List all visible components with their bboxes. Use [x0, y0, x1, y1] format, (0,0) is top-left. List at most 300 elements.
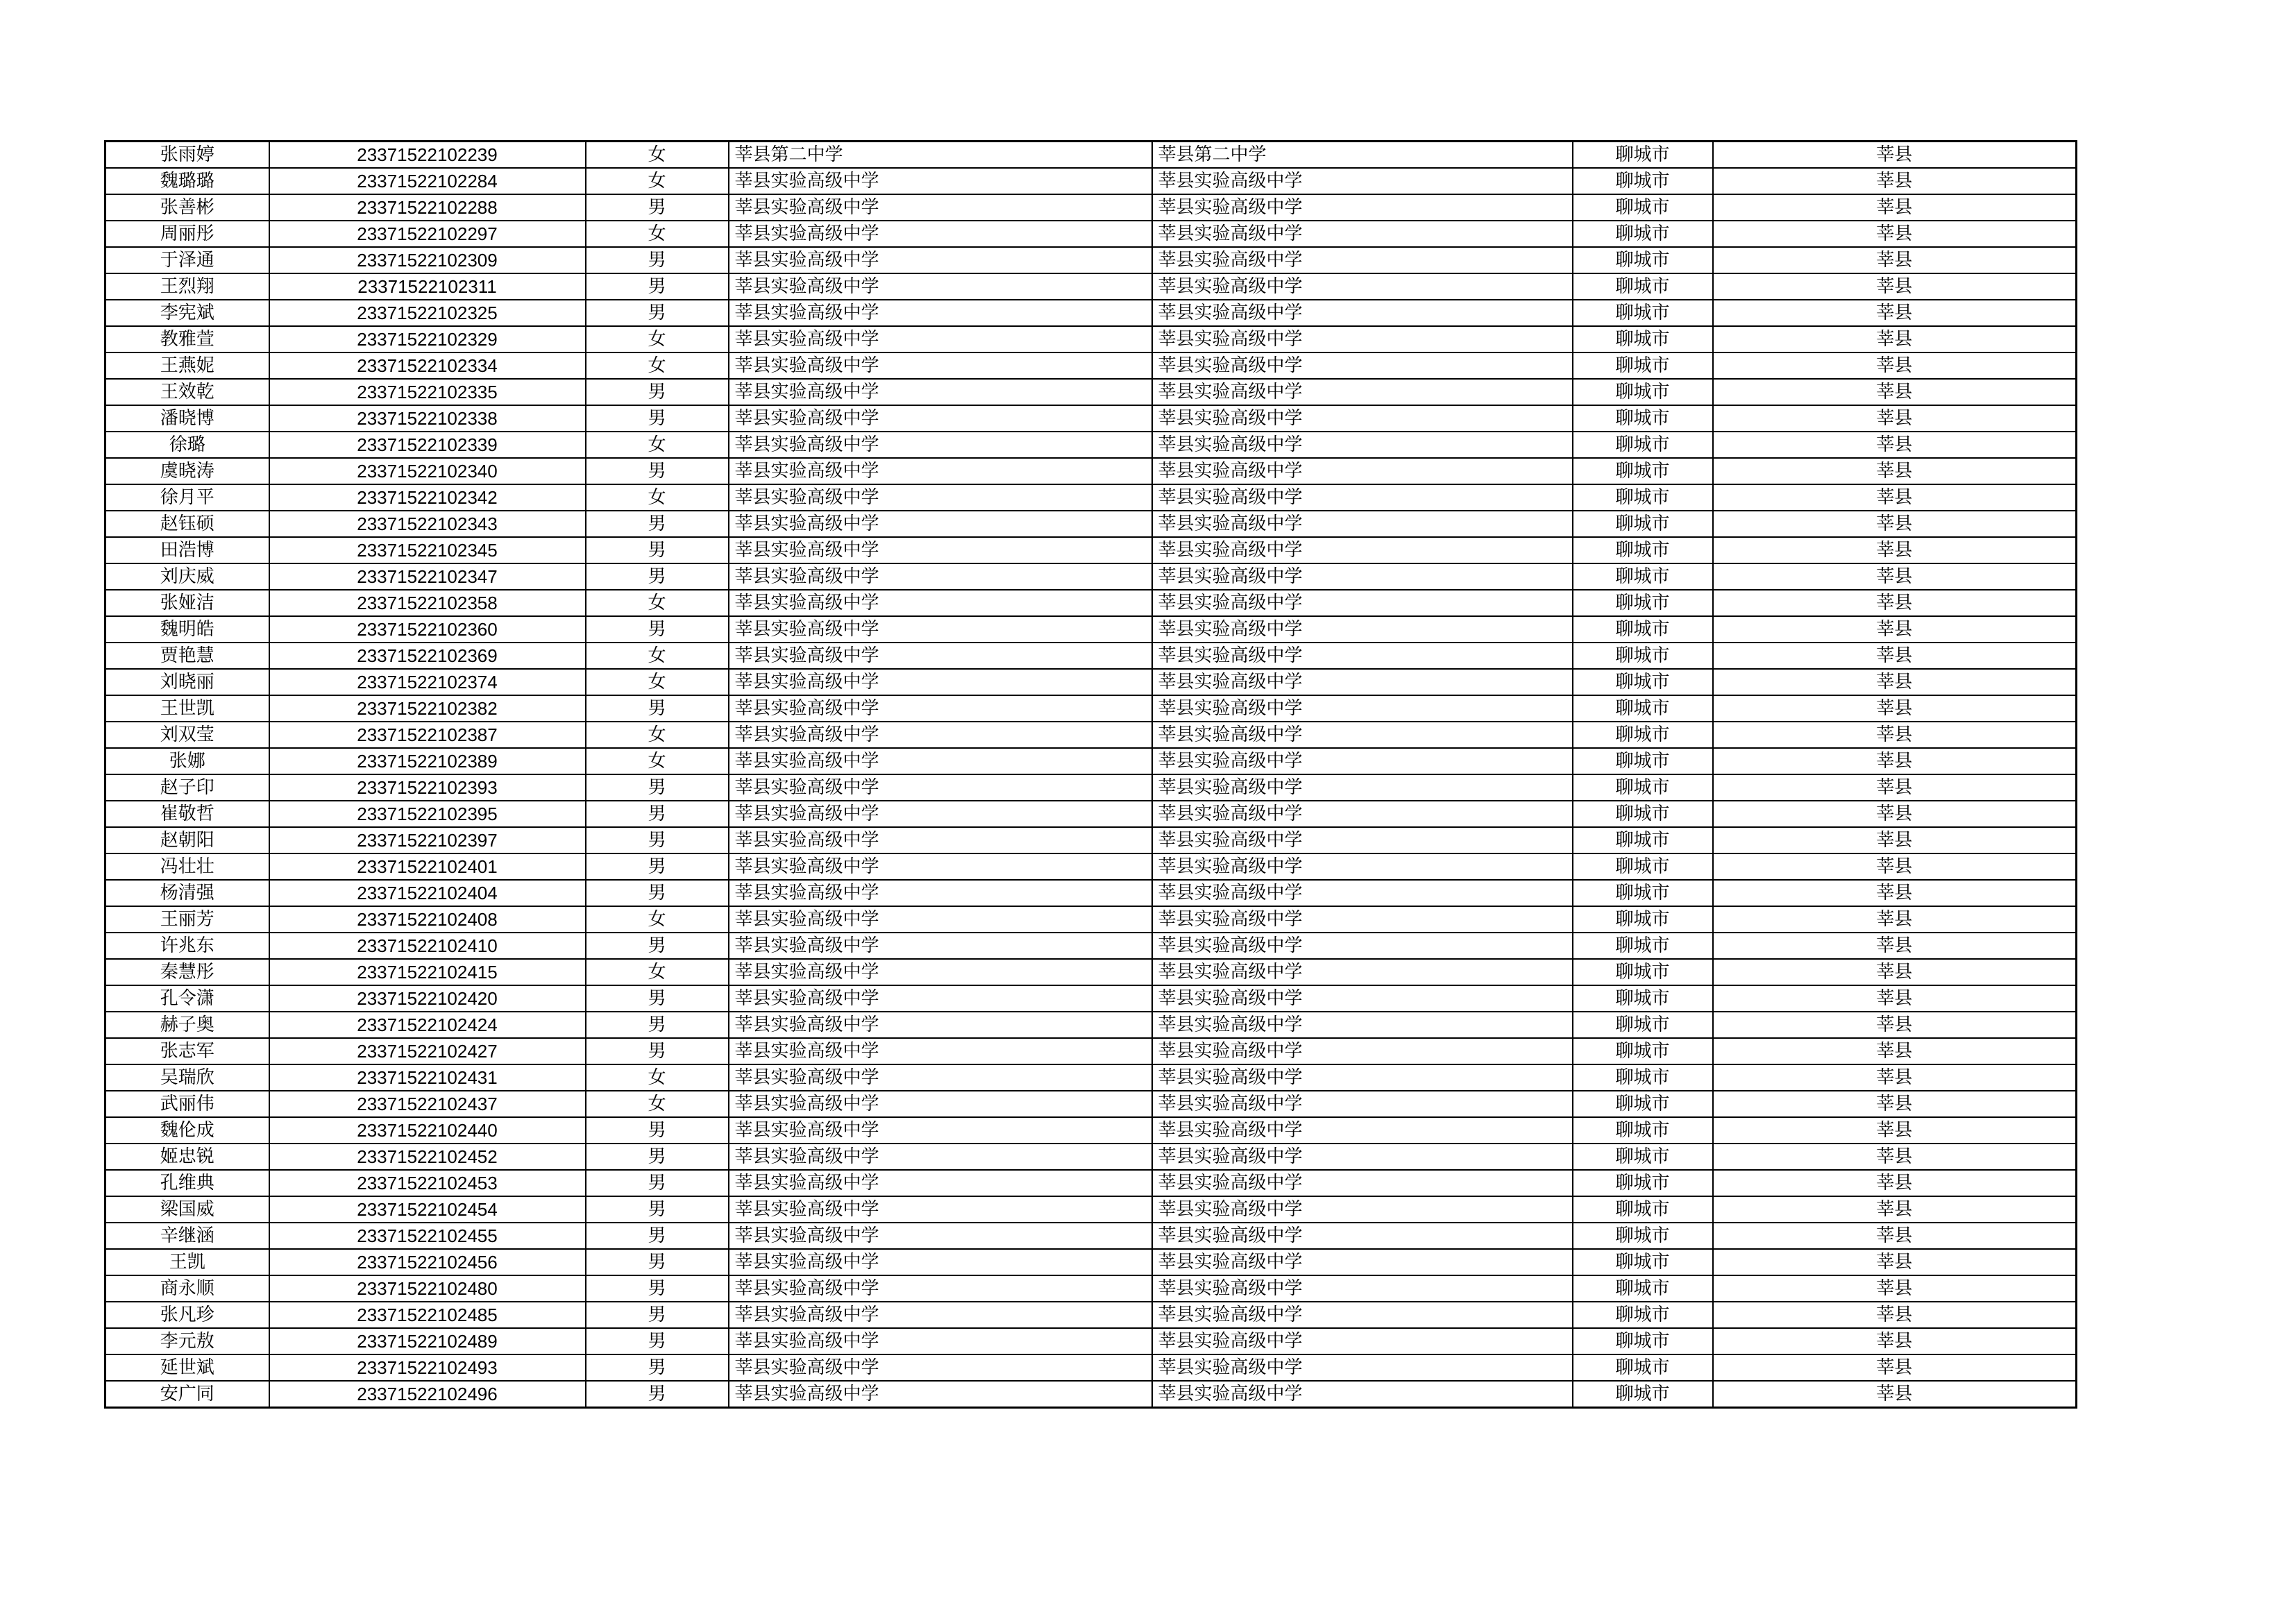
cell-name: 周丽彤 [105, 221, 269, 247]
cell-gender: 男 [586, 1249, 729, 1275]
cell-exam-number: 23371522102393 [269, 774, 586, 801]
cell-registration-unit: 莘县实验高级中学 [1152, 1328, 1573, 1354]
cell-county: 莘县 [1713, 1038, 2077, 1064]
table-row [105, 1064, 2077, 1091]
cell-exam-number: 23371522102496 [269, 1381, 586, 1408]
cell-city: 聊城市 [1573, 1144, 1713, 1170]
cell-name: 张善彬 [105, 194, 269, 221]
cell-gender: 男 [586, 405, 729, 432]
table-row [105, 247, 2077, 273]
cell-name: 魏伦成 [105, 1117, 269, 1144]
cell-exam-number: 23371522102284 [269, 168, 586, 194]
cell-registration-unit: 莘县实验高级中学 [1152, 774, 1573, 801]
cell-city: 聊城市 [1573, 827, 1713, 853]
cell-school: 莘县实验高级中学 [729, 300, 1152, 326]
cell-name: 武丽伟 [105, 1091, 269, 1117]
cell-exam-number: 23371522102410 [269, 933, 586, 959]
cell-name: 梁国威 [105, 1196, 269, 1223]
cell-county: 莘县 [1713, 853, 2077, 880]
cell-registration-unit: 莘县实验高级中学 [1152, 985, 1573, 1012]
cell-name: 许兆东 [105, 933, 269, 959]
cell-exam-number: 23371522102389 [269, 748, 586, 774]
cell-school: 莘县实验高级中学 [729, 511, 1152, 537]
cell-name: 王世凯 [105, 695, 269, 722]
cell-county: 莘县 [1713, 1223, 2077, 1249]
cell-registration-unit: 莘县实验高级中学 [1152, 616, 1573, 643]
cell-name: 延世斌 [105, 1354, 269, 1381]
cell-county: 莘县 [1713, 300, 2077, 326]
cell-school: 莘县实验高级中学 [729, 1117, 1152, 1144]
table-row [105, 194, 2077, 221]
cell-gender: 男 [586, 1302, 729, 1328]
cell-school: 莘县实验高级中学 [729, 1302, 1152, 1328]
cell-exam-number: 23371522102437 [269, 1091, 586, 1117]
table-row [105, 643, 2077, 669]
cell-name: 张娜 [105, 748, 269, 774]
cell-name: 张志军 [105, 1038, 269, 1064]
cell-registration-unit: 莘县实验高级中学 [1152, 563, 1573, 590]
cell-registration-unit: 莘县实验高级中学 [1152, 1038, 1573, 1064]
cell-name: 刘晓丽 [105, 669, 269, 695]
cell-registration-unit: 莘县实验高级中学 [1152, 168, 1573, 194]
table-row [105, 1038, 2077, 1064]
cell-registration-unit: 莘县实验高级中学 [1152, 590, 1573, 616]
cell-gender: 男 [586, 1381, 729, 1408]
cell-school: 莘县实验高级中学 [729, 563, 1152, 590]
cell-exam-number: 23371522102309 [269, 247, 586, 273]
cell-gender: 男 [586, 616, 729, 643]
table-row [105, 1354, 2077, 1381]
cell-gender: 男 [586, 1196, 729, 1223]
cell-registration-unit: 莘县实验高级中学 [1152, 1223, 1573, 1249]
cell-registration-unit: 莘县实验高级中学 [1152, 511, 1573, 537]
cell-name: 田浩博 [105, 537, 269, 563]
cell-county: 莘县 [1713, 563, 2077, 590]
cell-gender: 女 [586, 669, 729, 695]
table-row [105, 221, 2077, 247]
cell-gender: 男 [586, 247, 729, 273]
cell-school: 莘县实验高级中学 [729, 906, 1152, 933]
cell-registration-unit: 莘县实验高级中学 [1152, 959, 1573, 985]
cell-gender: 男 [586, 1038, 729, 1064]
cell-school: 莘县实验高级中学 [729, 537, 1152, 563]
table-row [105, 906, 2077, 933]
cell-name: 刘双莹 [105, 722, 269, 748]
cell-gender: 男 [586, 985, 729, 1012]
cell-city: 聊城市 [1573, 511, 1713, 537]
cell-school: 莘县实验高级中学 [729, 959, 1152, 985]
cell-gender: 女 [586, 142, 729, 169]
cell-school: 莘县实验高级中学 [729, 1328, 1152, 1354]
cell-city: 聊城市 [1573, 669, 1713, 695]
cell-county: 莘县 [1713, 484, 2077, 511]
student-table [104, 140, 2077, 1409]
cell-name: 安广同 [105, 1381, 269, 1408]
cell-school: 莘县实验高级中学 [729, 985, 1152, 1012]
cell-school: 莘县实验高级中学 [729, 643, 1152, 669]
cell-exam-number: 23371522102489 [269, 1328, 586, 1354]
table-row [105, 1223, 2077, 1249]
cell-registration-unit: 莘县实验高级中学 [1152, 221, 1573, 247]
cell-exam-number: 23371522102424 [269, 1012, 586, 1038]
cell-school: 莘县实验高级中学 [729, 853, 1152, 880]
cell-exam-number: 23371522102369 [269, 643, 586, 669]
table-body [105, 142, 2077, 1408]
cell-school: 莘县实验高级中学 [729, 379, 1152, 405]
cell-registration-unit: 莘县实验高级中学 [1152, 484, 1573, 511]
cell-school: 莘县实验高级中学 [729, 458, 1152, 484]
cell-school: 莘县实验高级中学 [729, 1275, 1152, 1302]
cell-name: 虞晓涛 [105, 458, 269, 484]
cell-name: 于泽通 [105, 247, 269, 273]
cell-city: 聊城市 [1573, 1354, 1713, 1381]
cell-gender: 男 [586, 194, 729, 221]
cell-city: 聊城市 [1573, 168, 1713, 194]
cell-registration-unit: 莘县实验高级中学 [1152, 643, 1573, 669]
cell-city: 聊城市 [1573, 484, 1713, 511]
cell-school: 莘县实验高级中学 [729, 221, 1152, 247]
cell-gender: 男 [586, 933, 729, 959]
table-row [105, 300, 2077, 326]
cell-exam-number: 23371522102408 [269, 906, 586, 933]
cell-county: 莘县 [1713, 1091, 2077, 1117]
cell-county: 莘县 [1713, 221, 2077, 247]
cell-exam-number: 23371522102329 [269, 326, 586, 352]
cell-county: 莘县 [1713, 1328, 2077, 1354]
cell-city: 聊城市 [1573, 1038, 1713, 1064]
cell-city: 聊城市 [1573, 247, 1713, 273]
cell-gender: 男 [586, 801, 729, 827]
cell-gender: 女 [586, 484, 729, 511]
cell-county: 莘县 [1713, 643, 2077, 669]
cell-name: 刘庆威 [105, 563, 269, 590]
table-row [105, 1381, 2077, 1408]
cell-city: 聊城市 [1573, 722, 1713, 748]
cell-name: 冯壮壮 [105, 853, 269, 880]
cell-county: 莘县 [1713, 590, 2077, 616]
cell-name: 教雅萱 [105, 326, 269, 352]
table-row [105, 1144, 2077, 1170]
cell-city: 聊城市 [1573, 590, 1713, 616]
cell-name: 赫子奥 [105, 1012, 269, 1038]
cell-city: 聊城市 [1573, 405, 1713, 432]
cell-registration-unit: 莘县实验高级中学 [1152, 326, 1573, 352]
cell-county: 莘县 [1713, 379, 2077, 405]
cell-name: 孔令潇 [105, 985, 269, 1012]
cell-school: 莘县实验高级中学 [729, 1196, 1152, 1223]
cell-exam-number: 23371522102374 [269, 669, 586, 695]
cell-name: 孔维典 [105, 1170, 269, 1196]
cell-name: 赵朝阳 [105, 827, 269, 853]
table-row [105, 1249, 2077, 1275]
cell-gender: 女 [586, 722, 729, 748]
table-row [105, 722, 2077, 748]
cell-exam-number: 23371522102454 [269, 1196, 586, 1223]
cell-registration-unit: 莘县实验高级中学 [1152, 1381, 1573, 1408]
table-row [105, 142, 2077, 169]
cell-school: 莘县实验高级中学 [729, 774, 1152, 801]
cell-county: 莘县 [1713, 273, 2077, 300]
table-row [105, 405, 2077, 432]
cell-gender: 男 [586, 563, 729, 590]
cell-name: 秦慧彤 [105, 959, 269, 985]
cell-registration-unit: 莘县实验高级中学 [1152, 853, 1573, 880]
cell-county: 莘县 [1713, 616, 2077, 643]
cell-county: 莘县 [1713, 933, 2077, 959]
cell-gender: 男 [586, 1328, 729, 1354]
cell-exam-number: 23371522102456 [269, 1249, 586, 1275]
cell-exam-number: 23371522102343 [269, 511, 586, 537]
cell-gender: 男 [586, 774, 729, 801]
cell-exam-number: 23371522102347 [269, 563, 586, 590]
cell-name: 魏璐璐 [105, 168, 269, 194]
cell-name: 徐月平 [105, 484, 269, 511]
cell-school: 莘县实验高级中学 [729, 933, 1152, 959]
table-row [105, 326, 2077, 352]
cell-exam-number: 23371522102440 [269, 1117, 586, 1144]
cell-gender: 男 [586, 1223, 729, 1249]
cell-school: 莘县实验高级中学 [729, 247, 1152, 273]
cell-gender: 男 [586, 1170, 729, 1196]
table-row [105, 1196, 2077, 1223]
cell-city: 聊城市 [1573, 1064, 1713, 1091]
cell-exam-number: 23371522102455 [269, 1223, 586, 1249]
cell-city: 聊城市 [1573, 1196, 1713, 1223]
cell-school: 莘县实验高级中学 [729, 1354, 1152, 1381]
cell-school: 莘县实验高级中学 [729, 748, 1152, 774]
cell-gender: 女 [586, 590, 729, 616]
cell-name: 姬忠锐 [105, 1144, 269, 1170]
table-row [105, 590, 2077, 616]
table-row [105, 432, 2077, 458]
cell-gender: 男 [586, 880, 729, 906]
cell-county: 莘县 [1713, 695, 2077, 722]
table-row [105, 616, 2077, 643]
table-row [105, 933, 2077, 959]
cell-city: 聊城市 [1573, 1012, 1713, 1038]
cell-exam-number: 23371522102427 [269, 1038, 586, 1064]
table-row [105, 379, 2077, 405]
cell-exam-number: 23371522102404 [269, 880, 586, 906]
cell-gender: 女 [586, 959, 729, 985]
cell-county: 莘县 [1713, 326, 2077, 352]
cell-county: 莘县 [1713, 142, 2077, 169]
cell-county: 莘县 [1713, 669, 2077, 695]
cell-registration-unit: 莘县实验高级中学 [1152, 458, 1573, 484]
cell-school: 莘县实验高级中学 [729, 168, 1152, 194]
cell-name: 赵钰硕 [105, 511, 269, 537]
cell-registration-unit: 莘县实验高级中学 [1152, 669, 1573, 695]
cell-school: 莘县实验高级中学 [729, 1144, 1152, 1170]
cell-county: 莘县 [1713, 1249, 2077, 1275]
cell-registration-unit: 莘县实验高级中学 [1152, 1249, 1573, 1275]
cell-name: 李宪斌 [105, 300, 269, 326]
cell-registration-unit: 莘县实验高级中学 [1152, 827, 1573, 853]
cell-city: 聊城市 [1573, 906, 1713, 933]
cell-school: 莘县实验高级中学 [729, 273, 1152, 300]
cell-exam-number: 23371522102360 [269, 616, 586, 643]
table-row [105, 458, 2077, 484]
cell-gender: 男 [586, 1117, 729, 1144]
table-row [105, 1012, 2077, 1038]
cell-exam-number: 23371522102340 [269, 458, 586, 484]
cell-city: 聊城市 [1573, 853, 1713, 880]
cell-exam-number: 23371522102339 [269, 432, 586, 458]
cell-county: 莘县 [1713, 1275, 2077, 1302]
cell-city: 聊城市 [1573, 432, 1713, 458]
cell-registration-unit: 莘县实验高级中学 [1152, 722, 1573, 748]
cell-registration-unit: 莘县实验高级中学 [1152, 247, 1573, 273]
table-row [105, 484, 2077, 511]
cell-exam-number: 23371522102452 [269, 1144, 586, 1170]
cell-school: 莘县实验高级中学 [729, 590, 1152, 616]
cell-registration-unit: 莘县实验高级中学 [1152, 748, 1573, 774]
cell-registration-unit: 莘县实验高级中学 [1152, 1117, 1573, 1144]
cell-gender: 女 [586, 432, 729, 458]
cell-county: 莘县 [1713, 722, 2077, 748]
table-row [105, 511, 2077, 537]
cell-exam-number: 23371522102485 [269, 1302, 586, 1328]
table-row [105, 168, 2077, 194]
cell-registration-unit: 莘县实验高级中学 [1152, 933, 1573, 959]
cell-registration-unit: 莘县实验高级中学 [1152, 880, 1573, 906]
cell-city: 聊城市 [1573, 1381, 1713, 1408]
cell-city: 聊城市 [1573, 563, 1713, 590]
cell-exam-number: 23371522102334 [269, 352, 586, 379]
cell-school: 莘县实验高级中学 [729, 1038, 1152, 1064]
cell-exam-number: 23371522102325 [269, 300, 586, 326]
cell-county: 莘县 [1713, 827, 2077, 853]
cell-county: 莘县 [1713, 801, 2077, 827]
cell-gender: 男 [586, 1144, 729, 1170]
cell-exam-number: 23371522102382 [269, 695, 586, 722]
cell-exam-number: 23371522102480 [269, 1275, 586, 1302]
cell-gender: 男 [586, 300, 729, 326]
table-row [105, 537, 2077, 563]
cell-registration-unit: 莘县实验高级中学 [1152, 1012, 1573, 1038]
cell-registration-unit: 莘县实验高级中学 [1152, 352, 1573, 379]
cell-city: 聊城市 [1573, 537, 1713, 563]
cell-exam-number: 23371522102493 [269, 1354, 586, 1381]
table-row [105, 1170, 2077, 1196]
cell-school: 莘县实验高级中学 [729, 1064, 1152, 1091]
table-row [105, 352, 2077, 379]
cell-name: 王丽芳 [105, 906, 269, 933]
cell-school: 莘县实验高级中学 [729, 405, 1152, 432]
cell-name: 张娅洁 [105, 590, 269, 616]
cell-school: 莘县实验高级中学 [729, 1012, 1152, 1038]
cell-county: 莘县 [1713, 247, 2077, 273]
cell-city: 聊城市 [1573, 1117, 1713, 1144]
cell-exam-number: 23371522102342 [269, 484, 586, 511]
cell-exam-number: 23371522102397 [269, 827, 586, 853]
cell-school: 莘县实验高级中学 [729, 722, 1152, 748]
cell-school: 莘县实验高级中学 [729, 827, 1152, 853]
cell-gender: 男 [586, 1012, 729, 1038]
cell-gender: 男 [586, 1275, 729, 1302]
cell-city: 聊城市 [1573, 1223, 1713, 1249]
document-page [104, 140, 2075, 1409]
cell-gender: 女 [586, 221, 729, 247]
cell-gender: 女 [586, 748, 729, 774]
cell-name: 赵子印 [105, 774, 269, 801]
cell-county: 莘县 [1713, 774, 2077, 801]
cell-gender: 男 [586, 827, 729, 853]
cell-city: 聊城市 [1573, 933, 1713, 959]
cell-exam-number: 23371522102358 [269, 590, 586, 616]
cell-exam-number: 23371522102338 [269, 405, 586, 432]
cell-school: 莘县实验高级中学 [729, 695, 1152, 722]
cell-exam-number: 23371522102345 [269, 537, 586, 563]
cell-gender: 女 [586, 643, 729, 669]
cell-school: 莘县实验高级中学 [729, 352, 1152, 379]
cell-county: 莘县 [1713, 1302, 2077, 1328]
cell-city: 聊城市 [1573, 352, 1713, 379]
cell-county: 莘县 [1713, 959, 2077, 985]
cell-county: 莘县 [1713, 168, 2077, 194]
cell-county: 莘县 [1713, 352, 2077, 379]
table-row [105, 748, 2077, 774]
cell-school: 莘县实验高级中学 [729, 1223, 1152, 1249]
cell-city: 聊城市 [1573, 142, 1713, 169]
cell-county: 莘县 [1713, 1381, 2077, 1408]
cell-city: 聊城市 [1573, 221, 1713, 247]
cell-county: 莘县 [1713, 1196, 2077, 1223]
cell-registration-unit: 莘县实验高级中学 [1152, 405, 1573, 432]
cell-county: 莘县 [1713, 1064, 2077, 1091]
cell-city: 聊城市 [1573, 1091, 1713, 1117]
cell-registration-unit: 莘县实验高级中学 [1152, 300, 1573, 326]
cell-city: 聊城市 [1573, 379, 1713, 405]
cell-city: 聊城市 [1573, 1170, 1713, 1196]
cell-name: 吴瑞欣 [105, 1064, 269, 1091]
cell-school: 莘县实验高级中学 [729, 1091, 1152, 1117]
cell-gender: 男 [586, 1354, 729, 1381]
cell-registration-unit: 莘县实验高级中学 [1152, 194, 1573, 221]
table-row [105, 1328, 2077, 1354]
cell-registration-unit: 莘县实验高级中学 [1152, 1064, 1573, 1091]
cell-gender: 男 [586, 695, 729, 722]
cell-school: 莘县实验高级中学 [729, 432, 1152, 458]
cell-gender: 女 [586, 1064, 729, 1091]
cell-exam-number: 23371522102311 [269, 273, 586, 300]
cell-exam-number: 23371522102431 [269, 1064, 586, 1091]
cell-registration-unit: 莘县实验高级中学 [1152, 1275, 1573, 1302]
cell-exam-number: 23371522102395 [269, 801, 586, 827]
table-row [105, 1117, 2077, 1144]
cell-name: 李元敖 [105, 1328, 269, 1354]
cell-name: 王燕妮 [105, 352, 269, 379]
cell-gender: 男 [586, 379, 729, 405]
cell-county: 莘县 [1713, 1144, 2077, 1170]
cell-county: 莘县 [1713, 906, 2077, 933]
cell-gender: 女 [586, 906, 729, 933]
cell-county: 莘县 [1713, 880, 2077, 906]
cell-city: 聊城市 [1573, 801, 1713, 827]
cell-city: 聊城市 [1573, 1302, 1713, 1328]
cell-county: 莘县 [1713, 537, 2077, 563]
cell-registration-unit: 莘县实验高级中学 [1152, 379, 1573, 405]
cell-exam-number: 23371522102401 [269, 853, 586, 880]
cell-school: 莘县实验高级中学 [729, 669, 1152, 695]
table-row [105, 827, 2077, 853]
cell-exam-number: 23371522102415 [269, 959, 586, 985]
cell-school: 莘县实验高级中学 [729, 801, 1152, 827]
table-row [105, 801, 2077, 827]
cell-name: 商永顺 [105, 1275, 269, 1302]
cell-city: 聊城市 [1573, 1249, 1713, 1275]
cell-city: 聊城市 [1573, 774, 1713, 801]
